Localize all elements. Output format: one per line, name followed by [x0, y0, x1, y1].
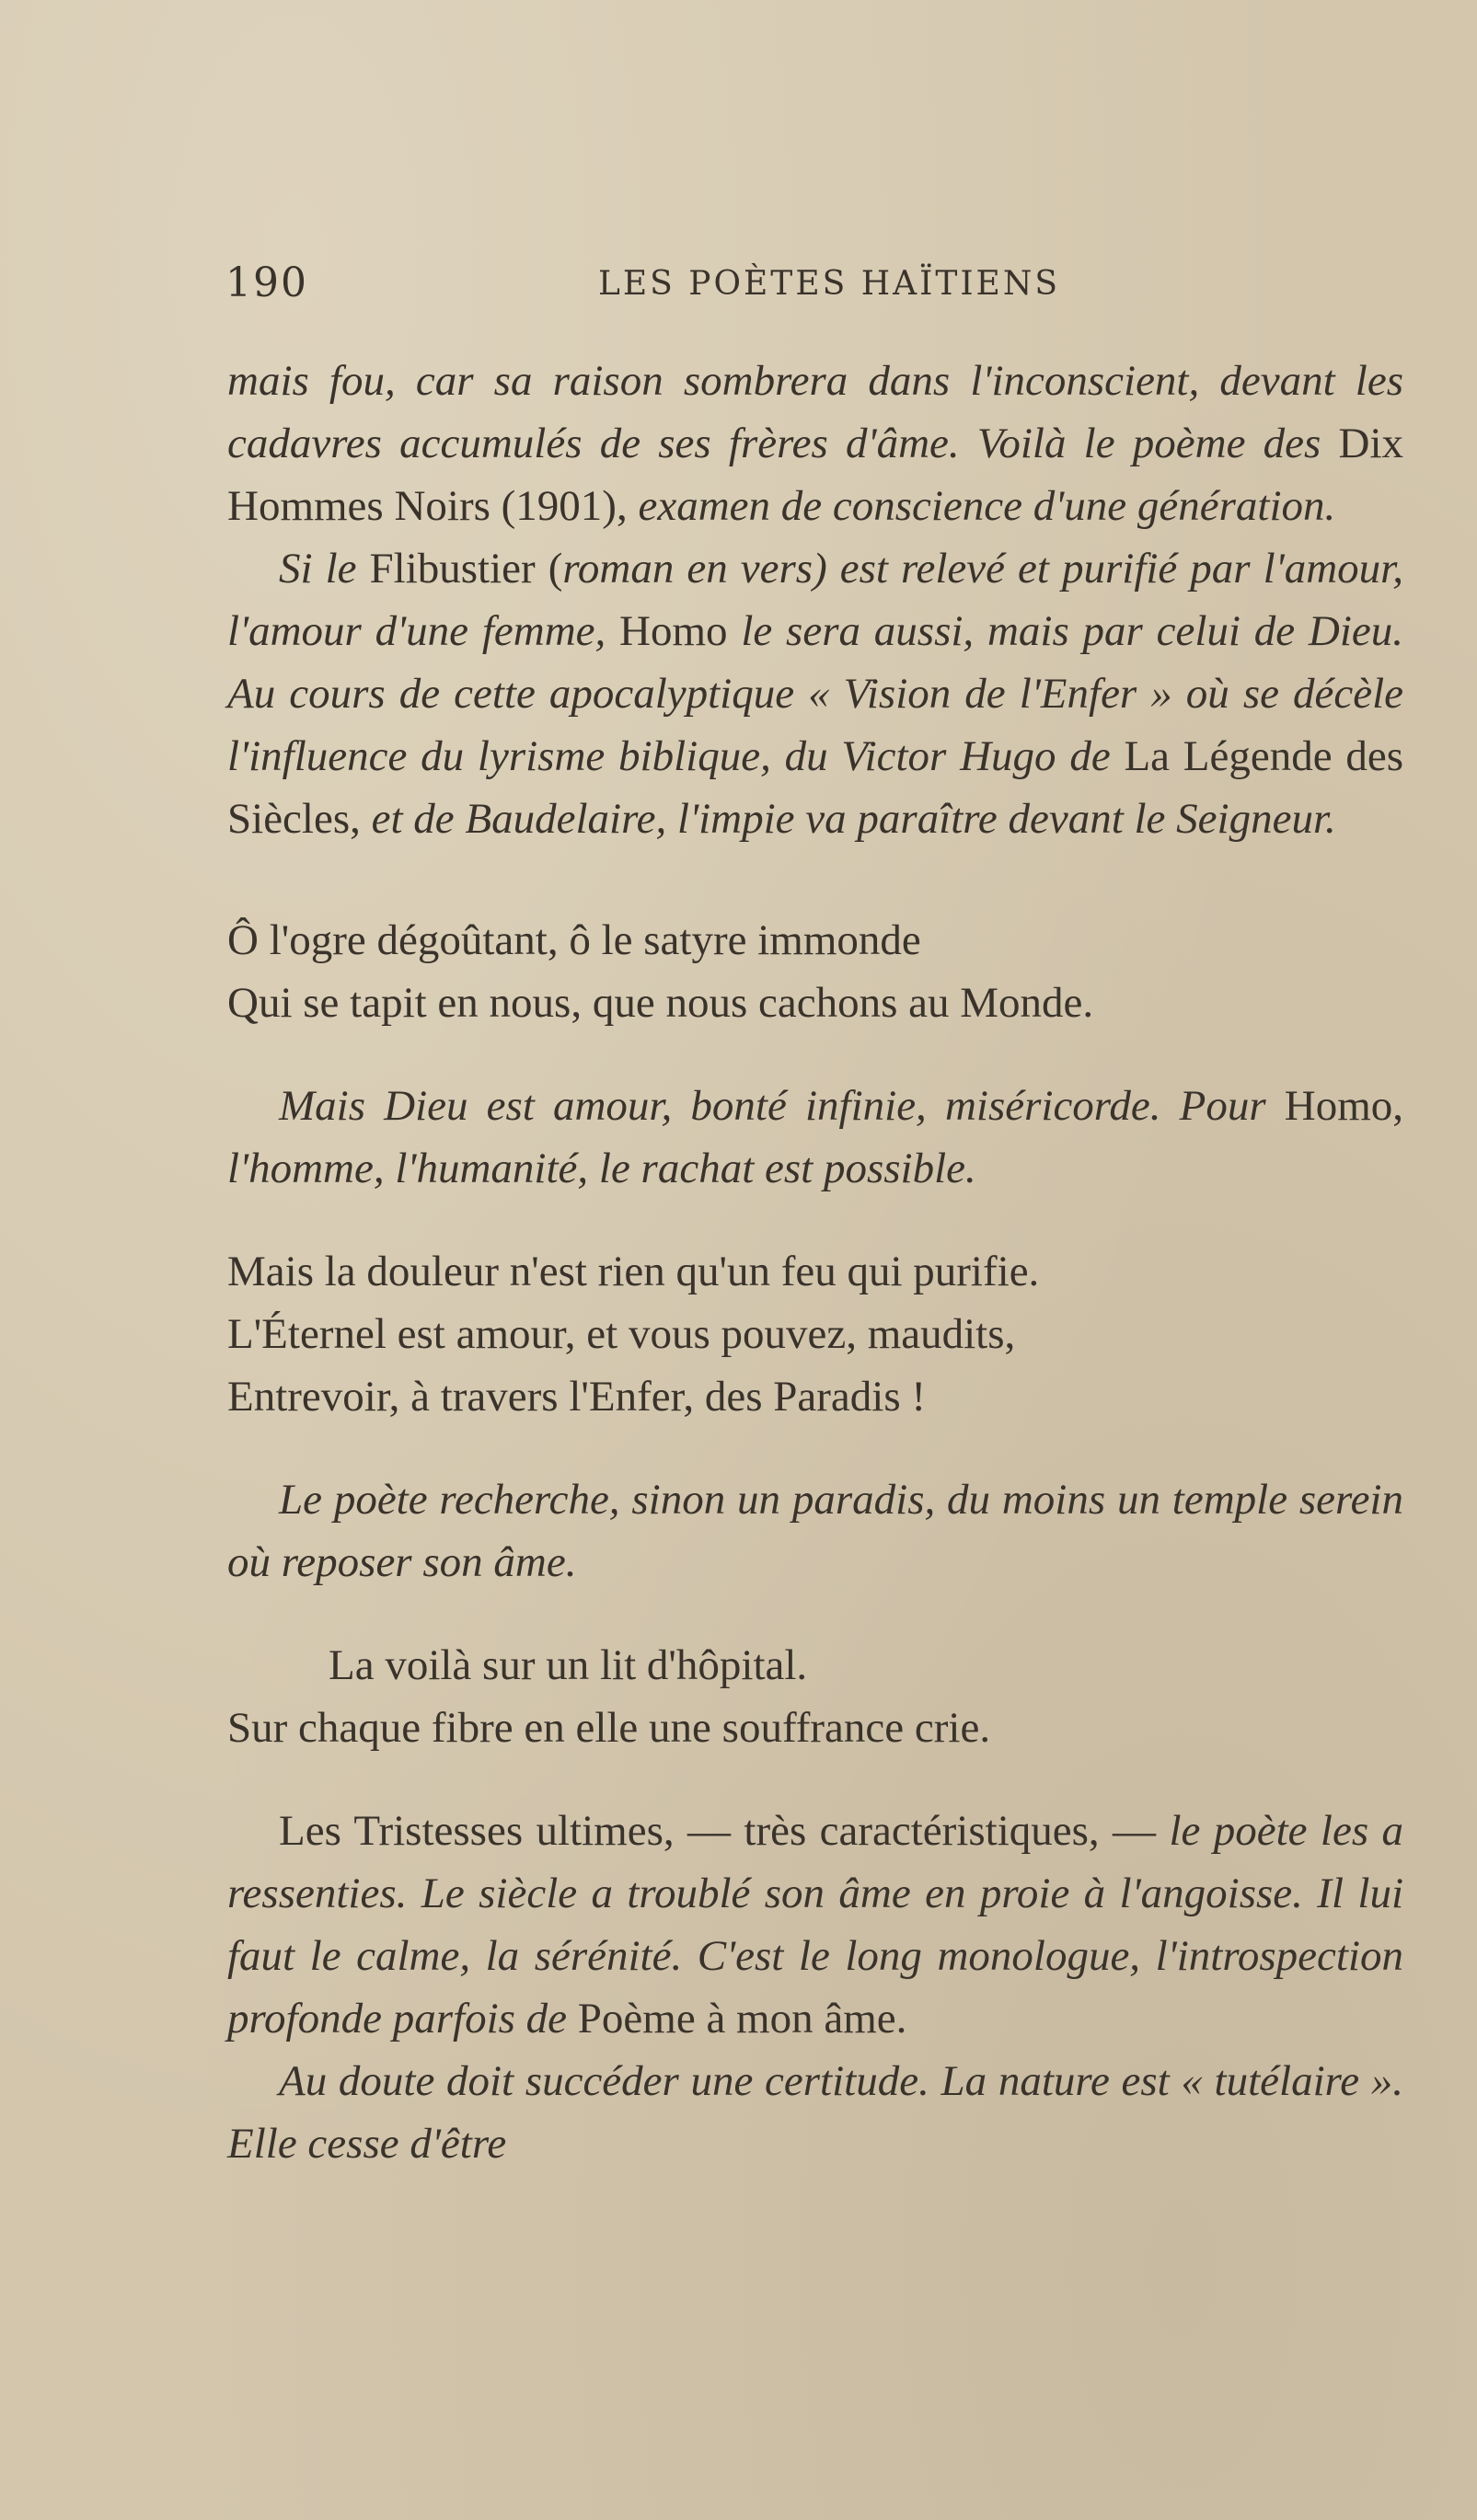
verse-line: Ô l'ogre dégoûtant, ô le satyre immonde [227, 916, 921, 964]
verse-line: Entrevoir, à travers l'Enfer, des Paradis ! [227, 1373, 927, 1421]
paragraph-5-text: le poète les a ressenties. Le siècle a troublé son âme en proie à l'angoisse. Il lui faut le calme, la sérénité. C'est le long monologue, l'introspection profonde parfois de [227, 1807, 1403, 2042]
verse-line: Mais la douleur n'est rien qu'un feu qui purifie. [227, 1248, 1040, 1295]
verse-quote-1 [227, 909, 1403, 1034]
paragraph-3-work-homo: Homo, [1284, 1082, 1403, 1130]
paragraph-2 [227, 537, 1403, 850]
paragraph-4 [227, 1468, 1403, 1594]
paragraph-2-work-flibustier: Flibustier ( [369, 545, 563, 593]
verse-line: Sur chaque fibre en elle une souffrance crie. [227, 1704, 991, 1752]
page-header [225, 259, 1406, 315]
paragraph-2-text-b: roman en vers) est relevé et purifié par l'amour, l'amour d'une femme, [227, 545, 1404, 655]
paragraph-2-text-a: Si le [279, 545, 370, 593]
paragraph-2-work-legende: La Légende des Siècles, [227, 732, 1404, 843]
paragraph-1-text-b: examen de conscience d'une génération. [638, 482, 1336, 530]
paragraph-4-text: Le poète recherche, sinon un paradis, du moins un temple serein où reposer son âme. [227, 1476, 1403, 1586]
paragraph-3-text-b: l'homme, l'humanité, le rachat est possible. [227, 1145, 976, 1192]
verse-line: Qui se tapit en nous, que nous cachons au Monde. [227, 979, 1094, 1027]
paragraph-1 [227, 350, 1403, 537]
paragraph-5 [227, 1800, 1403, 2050]
paragraph-3-text-a: Mais Dieu est amour, bonté infinie, miséricorde. Pour [279, 1082, 1285, 1130]
page-body [227, 350, 1403, 2175]
paragraph-1-work-title: Dix Hommes Noirs (1901), [227, 420, 1403, 530]
paragraph-2-text-c: le sera aussi, mais par celui de Dieu. Au cours de cette apocalyptique « Vision de l'Enfer » où se décèle l'influence du lyrisme biblique, du Victor Hugo de [227, 607, 1404, 780]
paragraph-1-text-a: mais fou, car sa raison sombrera dans l'inconscient, devant les cadavres accumulés de ses frères d'âme. Voilà le poème des [227, 357, 1403, 467]
verse-line: La voilà sur un lit d'hôpital. [329, 1641, 808, 1689]
page-number: 190 [225, 259, 308, 306]
verse-quote-2 [227, 1240, 1403, 1428]
paragraph-2-work-homo: Homo [619, 607, 742, 655]
paragraph-5-work-poeme: Poème à mon âme. [577, 1995, 907, 2042]
paragraph-6 [227, 2050, 1403, 2175]
paragraph-5-work-tristesses: Les Tristesses ultimes, — très caractéristiques, — [279, 1807, 1170, 1855]
running-title: LES POÈTES HAÏTIENS [598, 265, 1060, 303]
paragraph-2-text-d: et de Baudelaire, l'impie va paraître devant le Seigneur. [371, 795, 1336, 843]
paragraph-3 [227, 1075, 1403, 1200]
verse-quote-3 [227, 1634, 1403, 1759]
verse-line: L'Éternel est amour, et vous pouvez, maudits, [227, 1310, 1016, 1358]
paragraph-6-text: Au doute doit succéder une certitude. La nature est « tutélaire ». Elle cesse d'être [227, 2057, 1403, 2168]
